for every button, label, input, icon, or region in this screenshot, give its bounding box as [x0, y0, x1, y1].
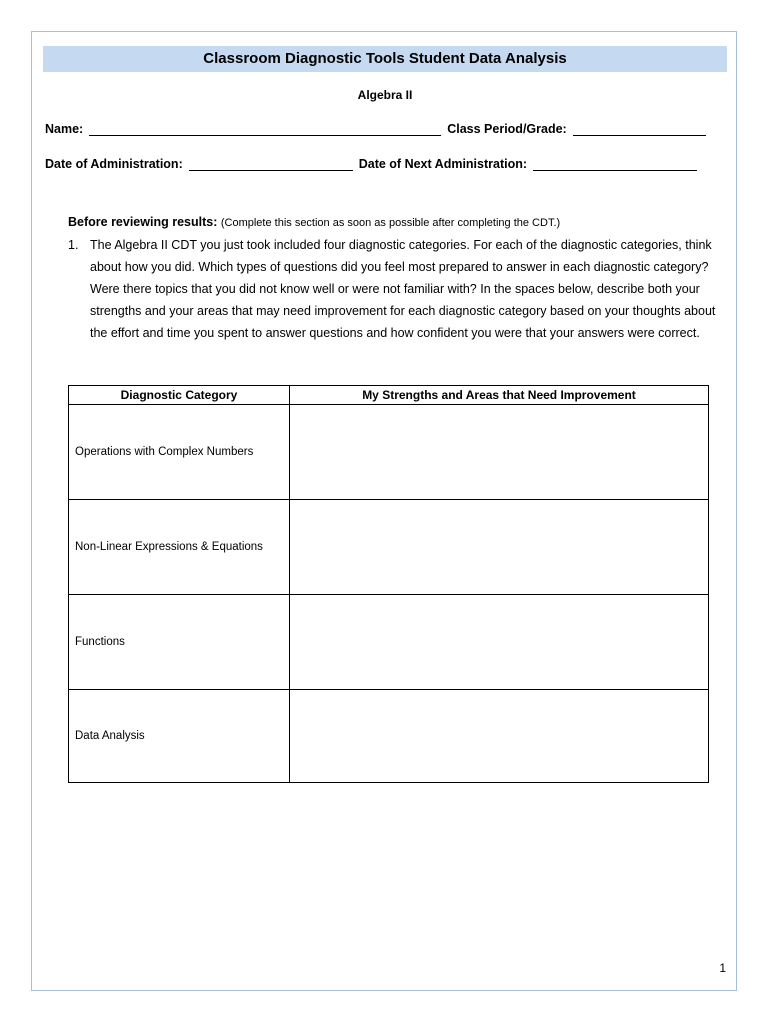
category-cell: Functions [69, 595, 290, 690]
header-diagnostic-category: Diagnostic Category [69, 386, 290, 405]
dates-row [45, 156, 720, 171]
response-cell[interactable] [290, 690, 709, 783]
document-title: Classroom Diagnostic Tools Student Data Analysis [43, 46, 727, 72]
response-cell[interactable] [290, 405, 709, 500]
date-next-field[interactable] [533, 156, 697, 171]
instructions [68, 211, 728, 344]
response-cell[interactable] [290, 500, 709, 595]
date-admin-field[interactable] [189, 156, 353, 171]
table-row [69, 595, 709, 690]
date-next-label: Date of Next Administration: [358, 157, 528, 171]
name-class-row [45, 121, 720, 136]
table-row [69, 690, 709, 783]
header-strengths: My Strengths and Areas that Need Improvement [290, 386, 709, 405]
class-period-field[interactable] [573, 121, 706, 136]
category-cell: Data Analysis [69, 690, 290, 783]
class-period-label: Class Period/Grade: [447, 122, 567, 136]
instructions-heading [68, 211, 728, 234]
instructions-lead: Before reviewing results: [68, 215, 218, 229]
table-row [69, 405, 709, 500]
category-cell: Operations with Complex Numbers [69, 405, 290, 500]
question-number: 1. [68, 238, 79, 252]
question-text: The Algebra II CDT you just took included four diagnostic categories. For each of the diagnostic categories, think about how you did. Which types of questions did you feel most prepared to answer in each diagnostic category? Were there topics that you did not know well or were not familiar with? In the spaces below, describe both your strengths and your areas that may need improvement for each diagnostic category based on your thoughts about the effort and time you spent to answer questions and how confident you were that your answers were correct. [90, 238, 716, 340]
category-cell: Non-Linear Expressions & Equations [69, 500, 290, 595]
table-row [69, 500, 709, 595]
question-item [68, 234, 728, 344]
document-subtitle: Algebra II [357, 88, 413, 102]
name-label: Name: [45, 122, 84, 136]
instructions-note: (Complete this section as soon as possible after completing the CDT.) [220, 217, 561, 229]
date-admin-label: Date of Administration: [45, 157, 183, 171]
page-number: 1 [719, 961, 726, 975]
name-field[interactable] [89, 121, 441, 136]
response-cell[interactable] [290, 595, 709, 690]
diagnostic-table [68, 385, 709, 783]
table-header-row [69, 386, 709, 405]
